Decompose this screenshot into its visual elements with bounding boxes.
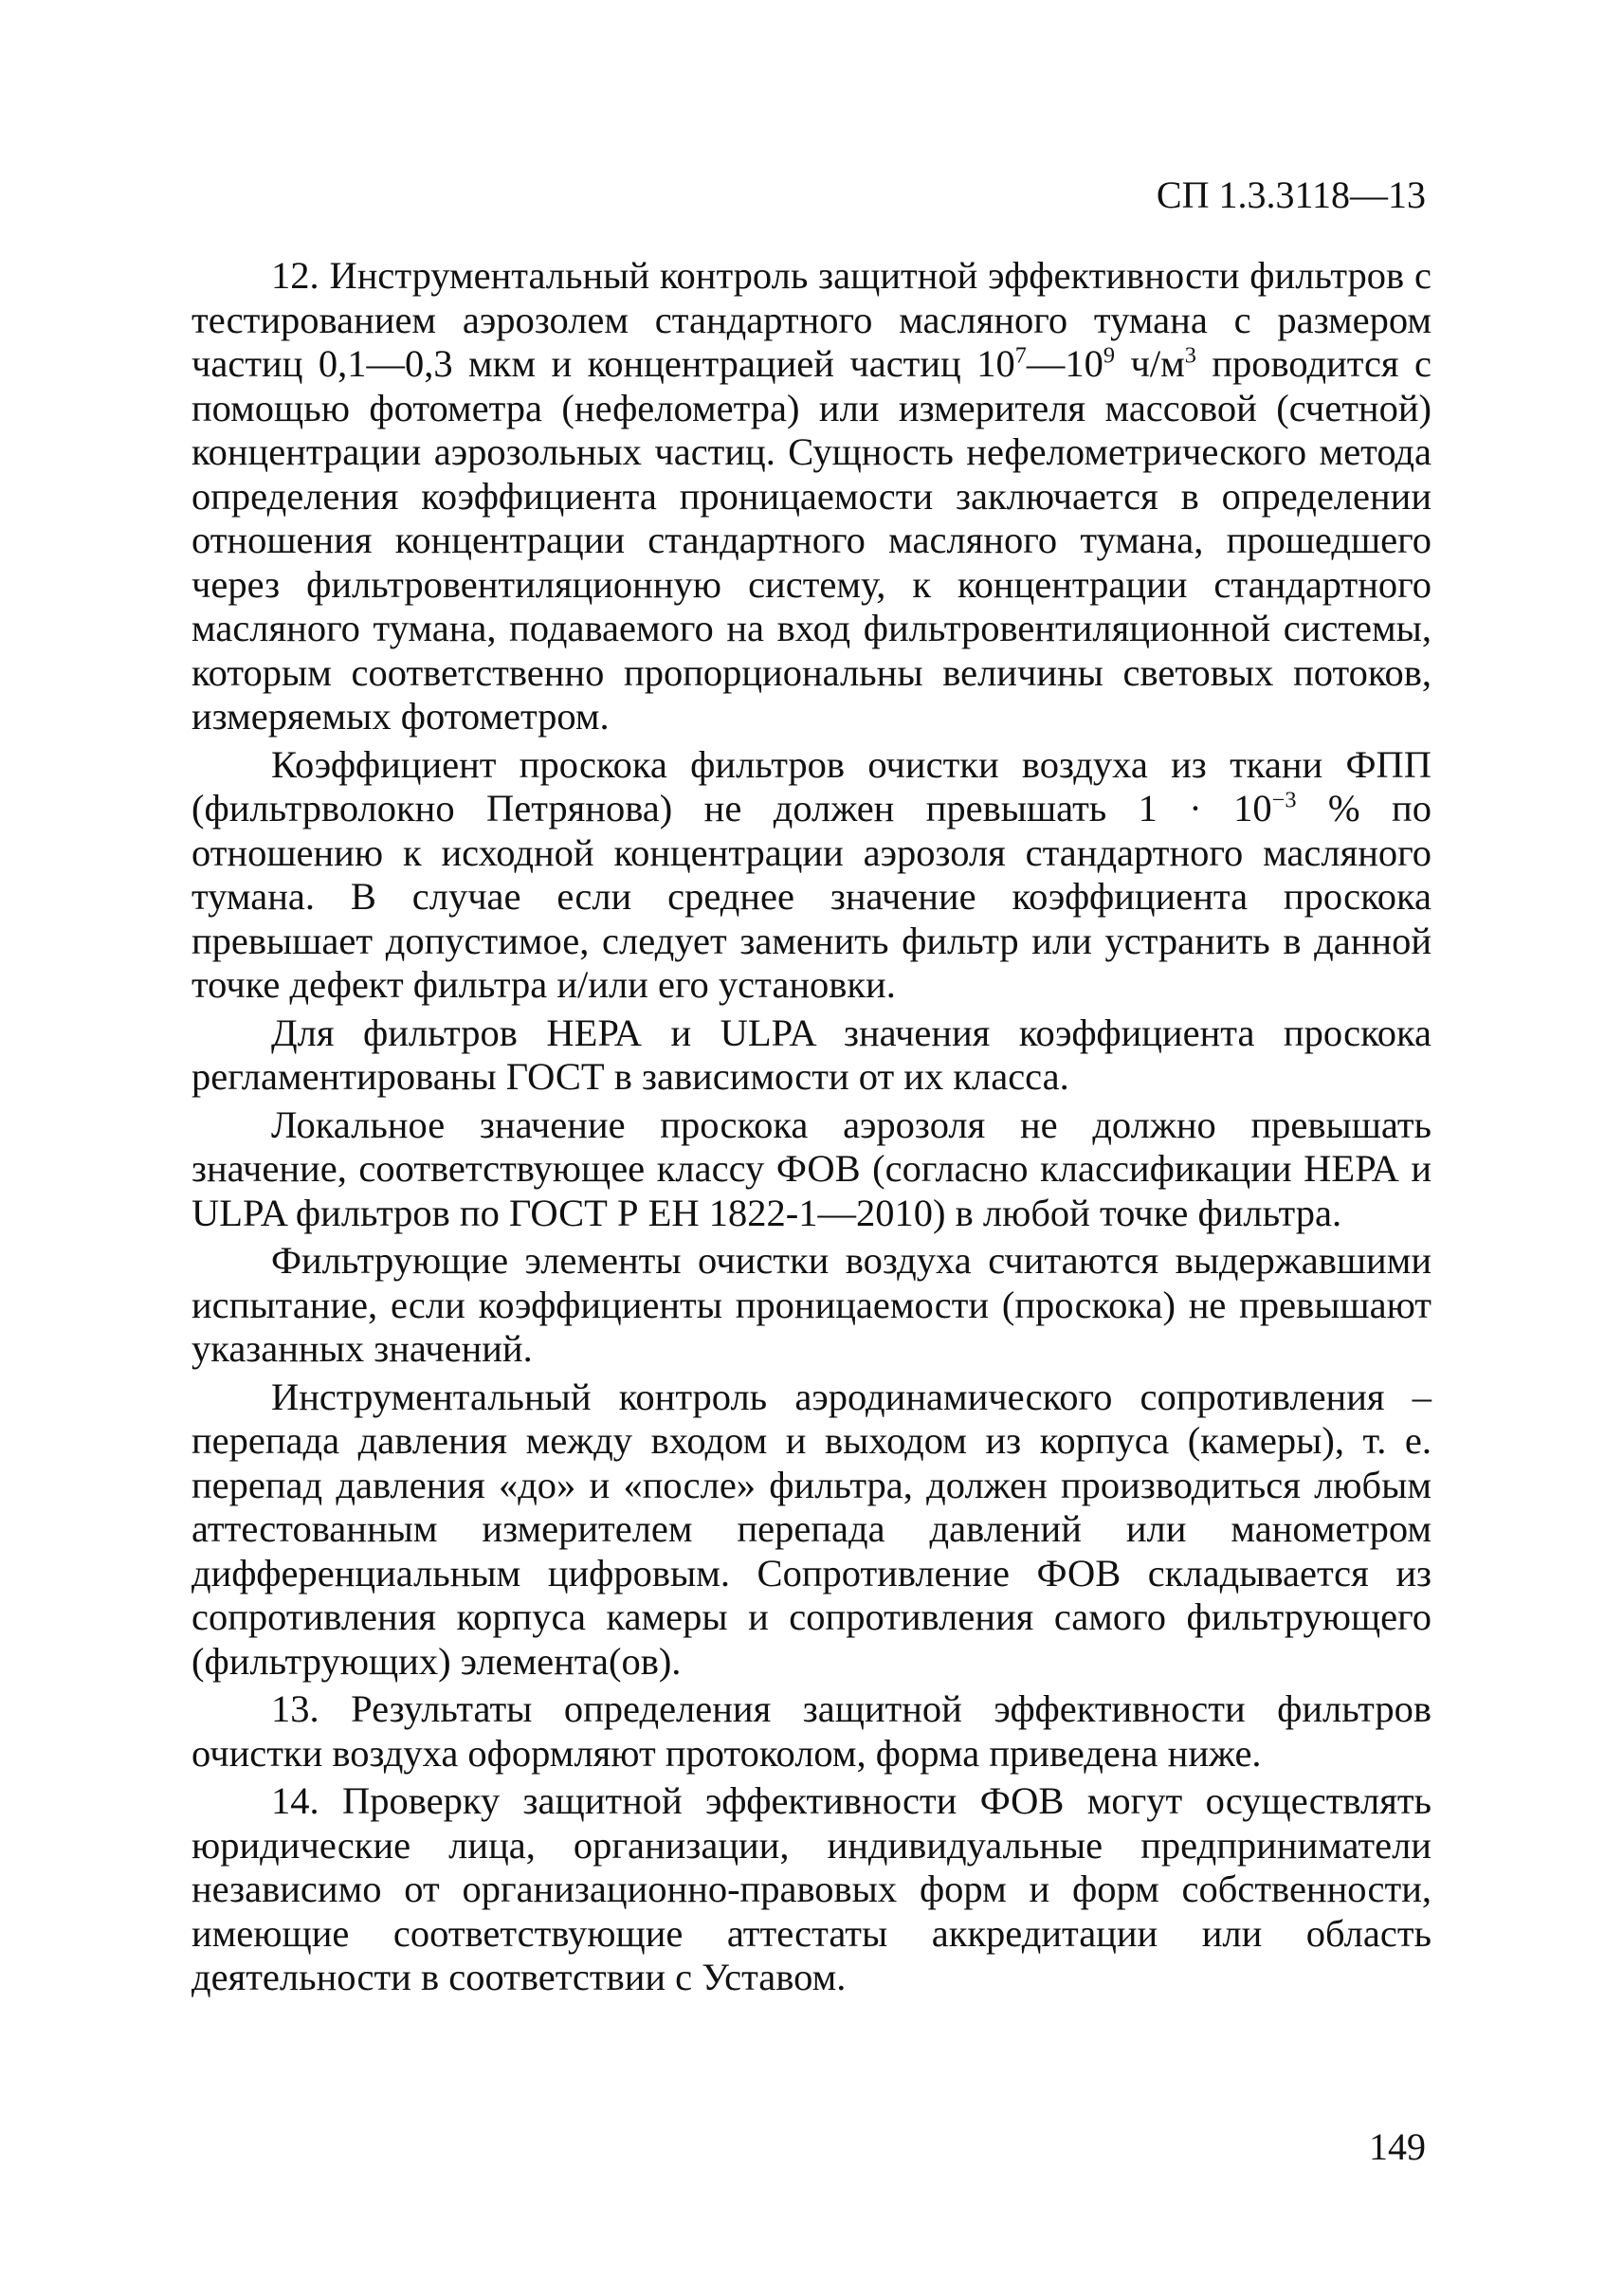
paragraph-item-12: 12. Инструментальный контроль защитной эффективности фильтров с тестированием аэрозолем стандартного масляного тумана с размером частиц 0,1—0,3 мкм и концентрацией частиц $10^7—10^9$ $ч/м^3$ проводится с помощью фотометра (нефелометра) или измерителя массовой (счетной) концентрации аэрозольных частиц. Сущность нефелометрического метода определения коэффициента проницаемости заключается в определении отношения концентрации стандартного масляного тумана, прошедшего через фильтровентиляционную систему, к концентрации стандартного масляного тумана, подаваемого на вход фильтровентиляционной системы, которым соответственно пропорциональны величины световых потоков, измеряемых фотометром. — [191, 254, 1432, 738]
page-body — [191, 254, 1432, 2004]
paragraph-item-13: 13. Результаты определения защитной эффективности фильтров очистки воздуха оформляют протоколом, форма приведена ниже. — [191, 1687, 1432, 1775]
paragraph-item-14: 14. Проверку защитной эффективности ФОВ могут осуществлять юридические лица, организации, индивидуальные предприниматели независимо от организационно-правовых форм и форм собственности, имеющие соответствующие аттестаты аккредитации или область деятельности в соответствии с Уставом. — [191, 1779, 1432, 1998]
document-code-header: СП 1.3.3118—13 — [1156, 173, 1426, 216]
paragraph-filter-elements-pass: Фильтрующие элементы очистки воздуха считаются выдержавшими испытание, если коэффициенты проницаемости (проскока) не превышают указанных значений. — [191, 1239, 1432, 1370]
paragraph-penetration-coefficient: Коэффициент проскока фильтров очистки воздуха из ткани ФПП (фильтрволокно Петрянова) не должен превышать $1 \cdot 10^{-3}$ % по отношению к исходной концентрации аэрозоля стандартного масляного тумана. В случае если среднее значение коэффициента проскока превышает допустимое, следует заменить фильтр или устранить в данной точке дефект фильтра и/или его установки. — [191, 742, 1432, 1006]
paragraph-hepa-ulpa: Для фильтров НЕРА и ULPA значения коэффициента проскока регламентированы ГОСТ в зависимости от их класса. — [191, 1011, 1432, 1098]
paragraph-aerodynamic-resistance: Инструментальный контроль аэродинамического сопротивления – перепада давления между входом и выходом из корпуса (камеры), т. е. перепад давления «до» и «после» фильтра, должен производиться любым аттестованным измерителем перепада давлений или манометром дифференциальным цифровым. Сопротивление ФОВ складывается из сопротивления корпуса камеры и сопротивления самого фильтрующего (фильтрующих) элемента(ов). — [191, 1375, 1432, 1683]
page-number: 149 — [1369, 2125, 1426, 2168]
paragraph-local-penetration: Локальное значение проскока аэрозоля не должно превышать значение, соответствующее классу ФОВ (согласно классификации НЕРА и ULPA фильтров по ГОСТ Р ЕН 1822-1—2010) в любой точке фильтра. — [191, 1102, 1432, 1234]
